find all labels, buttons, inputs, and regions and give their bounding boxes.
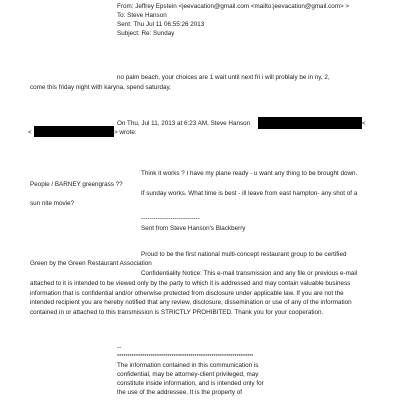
- notice-line-1: Confidentiality Notice: This e-mail transmission and any file or previous e-mail: [141, 270, 358, 277]
- quote-intro: On Thu, Jul 11, 2013 at 6:23 AM, Steve Hanson: [117, 120, 251, 127]
- disclaimer-stars: *****************************************************************: [117, 354, 254, 360]
- quote-wrote: > wrote:: [114, 129, 137, 136]
- header-sent: Sent: Thu Jul 11 06:55:26 2013: [117, 21, 205, 28]
- reply-line-2: come this friday night with karyna, spend saturday,: [30, 84, 171, 91]
- quote-open-bracket-2: <: [28, 129, 32, 136]
- notice-line-4: intended recipient you are hereby notified that any review, disclosure, dissemination or use of any of the information: [30, 299, 352, 306]
- disclaimer-line-1: The information contained in this communication is: [117, 362, 259, 369]
- footer-line-2: Green by the Green Restaurant Association: [30, 260, 152, 267]
- message-line-4: sun nite movie?: [30, 200, 75, 207]
- header-subject: Subject: Re: Sunday: [117, 30, 175, 37]
- header-to: To: Steve Hanson: [117, 12, 167, 19]
- message-line-3: If sunday works. What time is best - ill leave from east hampton- any shot of a: [141, 190, 358, 197]
- reply-line-1: no palm beach, your choices are 1 wait until next fri i will problaly be in ny, 2,: [117, 74, 330, 81]
- disclaimer-line-4: the use of the addressee. It is the property of: [117, 389, 242, 396]
- notice-line-3: information that is confidential and/or otherwise protected from disclosure under applicable law. If you are not the: [30, 290, 344, 297]
- message-separator: ----------------------------: [141, 215, 200, 222]
- footer-line-1: Proud to be the first national multi-concept restaurant group to be certified: [141, 251, 347, 258]
- message-line-2: People / BARNEY greengrass ??: [30, 181, 123, 188]
- quote-open-bracket: <: [362, 120, 366, 127]
- disclaimer-dash: --: [117, 344, 122, 351]
- disclaimer-line-3: constitute inside information, and is intended only for: [117, 380, 264, 387]
- header-from: From: Jeffrey Epstein <jeevacation@gmail.com <mailto:jeevacation@gmail.com> >: [117, 3, 350, 10]
- message-line-1: Think it works ? I have my plane ready - u want any thing to be brought down.: [141, 170, 358, 177]
- redaction-block: [34, 126, 114, 137]
- redaction-block: [258, 117, 362, 129]
- message-signature: Sent from Steve Hanson's Blackberry: [141, 225, 246, 232]
- notice-line-2: attached to it is intended to be viewed only by the party to which it is addressed and may contain valuable business: [30, 280, 351, 287]
- notice-line-5: contained in or attached to this transmission is STRICTLY PROHIBITED. Thank you for your cooperation.: [30, 309, 324, 316]
- disclaimer-line-2: confidential, may be attorney-client privileged, may: [117, 371, 259, 378]
